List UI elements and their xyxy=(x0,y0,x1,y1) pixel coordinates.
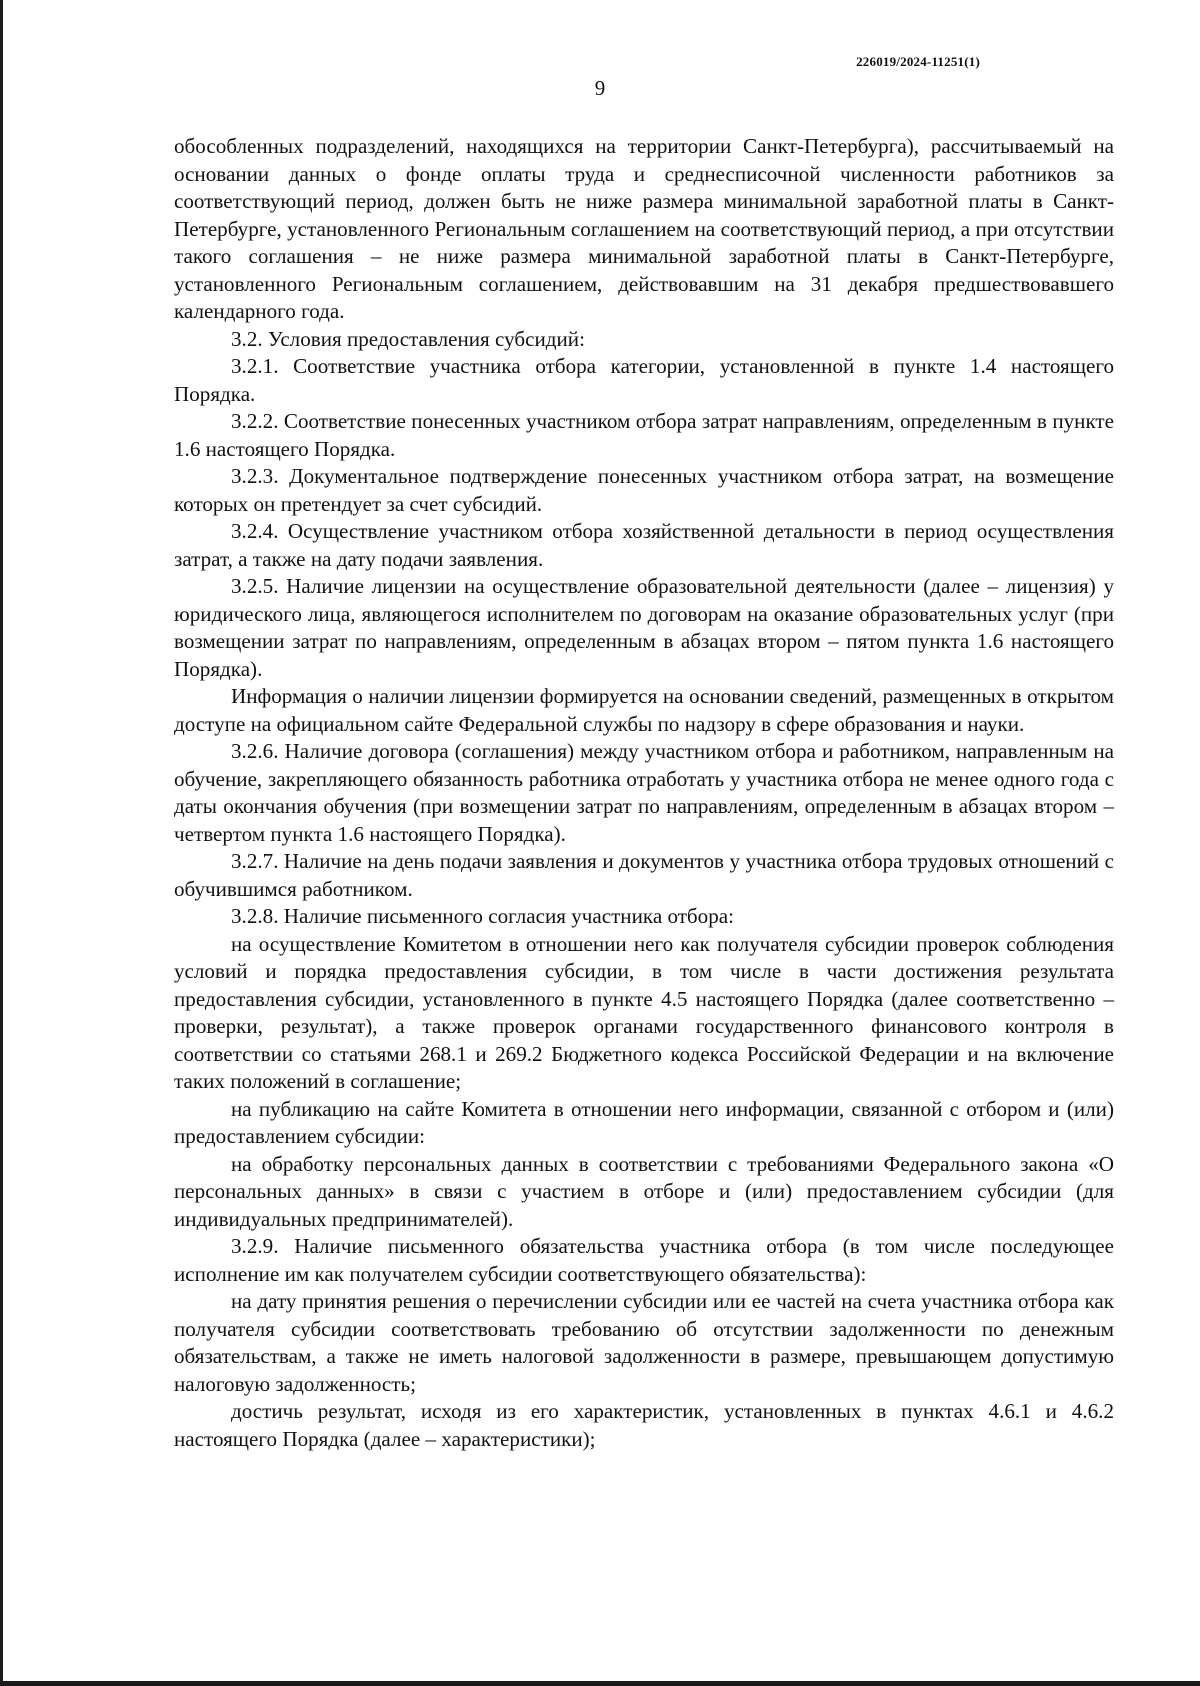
paragraph-3-2-1: 3.2.1. Соответствие участника отбора категории, установленной в пункте 1.4 настоящего Порядка. xyxy=(174,354,1114,406)
paragraph-3-2-4: 3.2.4. Осуществление участником отбора хозяйственной детальности в период осуществления затрат, а также на дату подачи заявления. xyxy=(174,519,1114,571)
paragraph-3-2-9: 3.2.9. Наличие письменного обязательства участника отбора (в том числе последующее исполнение им как получателем субсидии соответствующего обязательства): xyxy=(174,1234,1114,1286)
paragraph-3-2-2: 3.2.2. Соответствие понесенных участником отбора затрат направлениям, определенным в пункте 1.6 настоящего Порядка. xyxy=(174,409,1114,461)
paragraph-obligation-debt: на дату принятия решения о перечислении субсидии или ее частей на счета участника отбора как получателя субсидии соответствовать требованию об отсутствии задолженности по денежным обязательствам, а также не иметь налоговой задолженности в размере, превышающем допустимую налоговую задолженность; xyxy=(174,1289,1114,1396)
paragraph-3-2-7: 3.2.7. Наличие на день подачи заявления и документов у участника отбора трудовых отношений с обучившимся работником. xyxy=(174,849,1114,901)
paragraph-consent-personal-data: на обработку персональных данных в соответствии с требованиями Федерального закона «О персональных данных» в связи с участием в отборе и (или) предоставлением субсидии (для индивидуальных предпринимателей). xyxy=(174,1151,1114,1231)
page-number: 9 xyxy=(594,76,606,100)
paragraph-3-2-6: 3.2.6. Наличие договора (соглашения) между участником отбора и работником, направленным на обучение, закрепляющего обязанность работника отработать у участника отбора не менее одного года с даты окончания обучения (при возмещении затрат по направлениям, определенным в абзацах втором – четвертом пункта 1.6 настоящего Порядка). xyxy=(174,739,1114,846)
paragraph-license-info: Информация о наличии лицензии формируется на основании сведений, размещенных в открытом доступе на официальном сайте Федеральной службы по надзору в сфере образования и науки. xyxy=(174,684,1114,736)
paragraph-consent-publication: на публикацию на сайте Комитета в отношении него информации, связанной с отбором и (или) предоставлением субсидии: xyxy=(174,1096,1114,1148)
scan-bottom-border xyxy=(0,1681,1200,1686)
paragraph-3-2-5: 3.2.5. Наличие лицензии на осуществление образовательной деятельности (далее – лицензия) у юридического лица, являющегося исполнителем по договорам на оказание образовательных услуг (при возмещении затрат по направлениям, определенным в абзацах втором – пятом пункта 1.6 настоящего Порядка). xyxy=(174,574,1114,681)
paragraph-consent-inspection: на осуществление Комитетом в отношении него как получателя субсидии проверок соблюдения условий и порядка предоставления субсидии, в том числе в части достижения результата предоставления субсидии, установленного в пункте 4.5 настоящего Порядка (далее соответственно – проверки, результат), а также проверок органами государственного финансового контроля в соответствии со статьями 268.1 и 269.2 Бюджетного кодекса Российской Федерации и на включение таких положений в соглашение; xyxy=(174,931,1114,1093)
document-registration-number: 226019/2024-11251(1) xyxy=(856,54,980,69)
document-body xyxy=(174,133,1114,1453)
paragraph-obligation-result: достичь результат, исходя из его характеристик, установленных в пунктах 4.6.1 и 4.6.2 настоящего Порядка (далее – характеристики); xyxy=(174,1399,1114,1451)
paragraph-continuation: обособленных подразделений, находящихся на территории Санкт-Петербурга), рассчитываемый на основании данных о фонде оплаты труда и среднесписочной численности работников за соответствующий период, должен быть не ниже размера минимальной заработной платы в Санкт-Петербурге, установленного Региональным соглашением на соответствующий период, а при отсутствии такого соглашения – не ниже размера минимальной заработной платы в Санкт-Петербурге, установленного Региональным соглашением, действовавшим на 31 декабря предшествовавшего календарного года. xyxy=(174,134,1114,323)
scan-left-border xyxy=(0,0,3,1686)
paragraph-3-2-3: 3.2.3. Документальное подтверждение понесенных участником отбора затрат, на возмещение которых он претендует за счет субсидий. xyxy=(174,464,1114,516)
paragraph-3-2-8: 3.2.8. Наличие письменного согласия участника отбора: xyxy=(231,904,734,928)
paragraph-3-2: 3.2. Условия предоставления субсидий: xyxy=(231,326,585,351)
